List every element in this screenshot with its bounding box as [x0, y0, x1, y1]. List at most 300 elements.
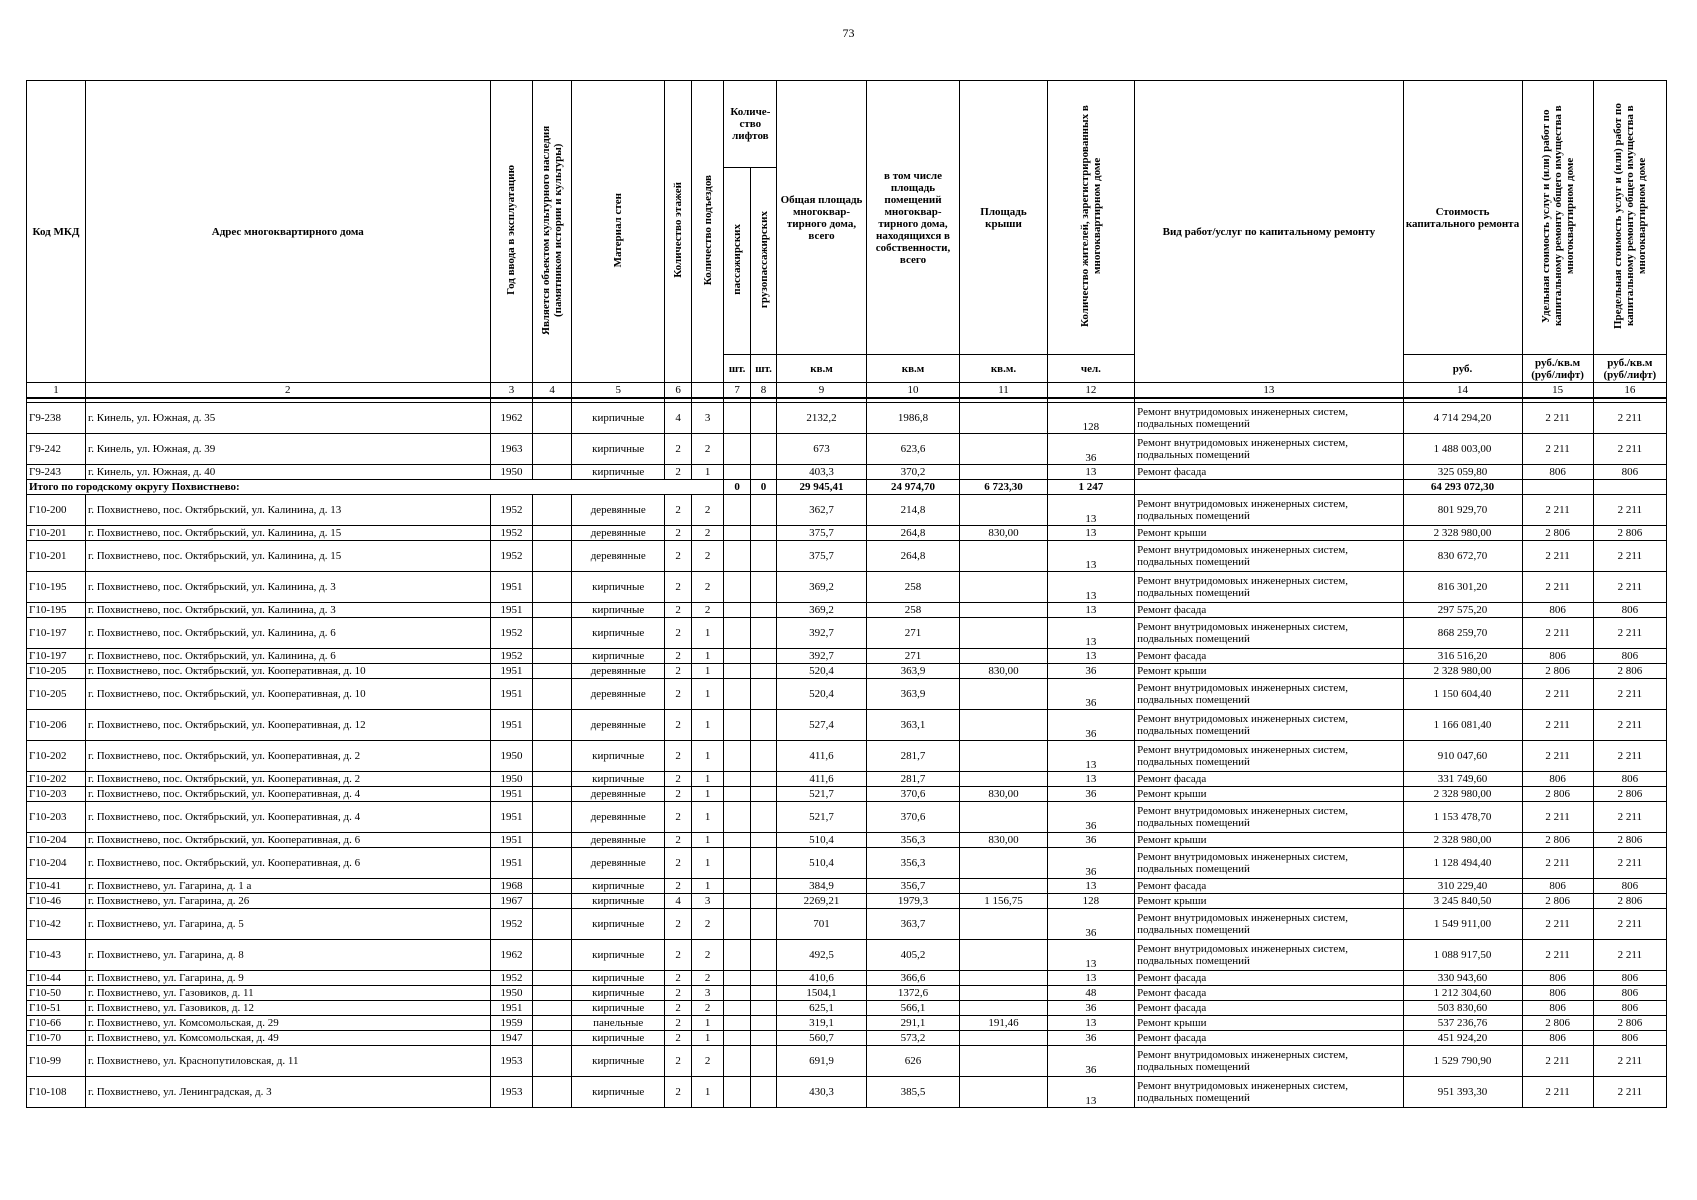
cell-cost: 2 328 980,00	[1403, 664, 1522, 679]
cell-year: 1947	[490, 1031, 533, 1046]
cell-cost: 316 516,20	[1403, 649, 1522, 664]
total-work-type	[1135, 480, 1403, 495]
cell-lifts-passenger	[724, 879, 750, 894]
table-row	[27, 1001, 1667, 1016]
cell-total-area: 510,4	[777, 833, 866, 848]
cell-roof-area	[960, 541, 1047, 572]
cell-lifts-freight	[750, 1016, 776, 1031]
cell-cost: 1 128 494,40	[1403, 848, 1522, 879]
cell-cost: 910 047,60	[1403, 741, 1522, 772]
cell-floors: 2	[665, 1077, 691, 1108]
cell-lifts-passenger	[724, 802, 750, 833]
cell-floors: 2	[665, 833, 691, 848]
cell-lifts-passenger	[724, 465, 750, 480]
column-number: 12	[1047, 383, 1134, 399]
unit-cost: руб.	[1403, 355, 1522, 383]
cell-entrances: 1	[691, 465, 724, 480]
cell-material: кирпичные	[571, 649, 665, 664]
cell-lifts-freight	[750, 618, 776, 649]
table-row	[27, 465, 1667, 480]
cell-code: Г10-51	[27, 1001, 86, 1016]
cell-lifts-passenger	[724, 541, 750, 572]
cell-lifts-passenger	[724, 572, 750, 603]
cell-year: 1951	[490, 664, 533, 679]
page-number: 73	[842, 26, 855, 40]
cell-entrances: 2	[691, 603, 724, 618]
cell-roof-area	[960, 649, 1047, 664]
cell-lifts-passenger	[724, 603, 750, 618]
cell-total-area: 410,6	[777, 971, 866, 986]
cell-residents: 36	[1047, 848, 1134, 879]
cell-year: 1950	[490, 772, 533, 787]
table-row	[27, 710, 1667, 741]
cell-material: панельные	[571, 1016, 665, 1031]
cell-work-type: Ремонт внутридомовых инженерных систем, подвальных помещений	[1135, 940, 1403, 971]
total-row	[27, 480, 1667, 495]
cell-heritage	[533, 894, 572, 909]
total-area: 29 945,41	[777, 480, 866, 495]
cell-address: г. Похвистнево, ул. Комсомольская, д. 29	[85, 1016, 490, 1031]
cell-entrances: 3	[691, 986, 724, 1001]
cell-owned-area: 573,2	[866, 1031, 960, 1046]
cell-heritage	[533, 434, 572, 465]
header-work-type: Вид работ/услуг по капитальному ремонту	[1135, 81, 1403, 383]
cell-work-type: Ремонт фасада	[1135, 971, 1403, 986]
cell-address: г. Похвистнево, пос. Октябрьский, ул. Кооперативная, д. 4	[85, 787, 490, 802]
unit-roof-area: кв.м.	[960, 355, 1047, 383]
cell-residents: 36	[1047, 664, 1134, 679]
column-number: 16	[1593, 383, 1666, 399]
cell-floors: 2	[665, 649, 691, 664]
cell-lifts-freight	[750, 894, 776, 909]
cell-code: Г10-108	[27, 1077, 86, 1108]
cell-unit-cost: 806	[1522, 649, 1593, 664]
cell-max-cost: 2 211	[1593, 940, 1666, 971]
cell-lifts-passenger	[724, 772, 750, 787]
cell-material: кирпичные	[571, 1031, 665, 1046]
header-address: Адрес многоквартирного дома	[85, 81, 490, 383]
cell-year: 1967	[490, 894, 533, 909]
cell-owned-area: 370,6	[866, 802, 960, 833]
column-number: 9	[777, 383, 866, 399]
cell-year: 1951	[490, 710, 533, 741]
cell-cost: 1 088 917,50	[1403, 940, 1522, 971]
cell-cost: 451 924,20	[1403, 1031, 1522, 1046]
cell-residents: 13	[1047, 741, 1134, 772]
cell-total-area: 392,7	[777, 649, 866, 664]
total-max-cost	[1593, 480, 1666, 495]
cell-year: 1951	[490, 848, 533, 879]
cell-entrances: 1	[691, 618, 724, 649]
cell-roof-area	[960, 1077, 1047, 1108]
cell-work-type: Ремонт крыши	[1135, 1016, 1403, 1031]
cell-floors: 2	[665, 848, 691, 879]
cell-heritage	[533, 495, 572, 526]
cell-material: деревянные	[571, 495, 665, 526]
cell-cost: 3 245 840,50	[1403, 894, 1522, 909]
cell-roof-area: 830,00	[960, 833, 1047, 848]
cell-lifts-freight	[750, 679, 776, 710]
cell-material: кирпичные	[571, 434, 665, 465]
cell-unit-cost: 806	[1522, 986, 1593, 1001]
table-row	[27, 679, 1667, 710]
cell-year: 1950	[490, 986, 533, 1001]
cell-lifts-passenger	[724, 787, 750, 802]
cell-code: Г10-195	[27, 603, 86, 618]
cell-max-cost: 806	[1593, 1001, 1666, 1016]
cell-work-type: Ремонт внутридомовых инженерных систем, подвальных помещений	[1135, 618, 1403, 649]
cell-lifts-passenger	[724, 848, 750, 879]
cell-total-area: 701	[777, 909, 866, 940]
cell-lifts-freight	[750, 772, 776, 787]
cell-residents: 36	[1047, 909, 1134, 940]
cell-max-cost: 2 211	[1593, 618, 1666, 649]
unit-lifts-passenger: шт.	[724, 355, 750, 383]
cell-heritage	[533, 710, 572, 741]
cell-floors: 2	[665, 710, 691, 741]
unit-total-area: кв.м	[777, 355, 866, 383]
cell-year: 1962	[490, 403, 533, 434]
cell-year: 1951	[490, 833, 533, 848]
cell-code: Г9-242	[27, 434, 86, 465]
cell-code: Г10-197	[27, 618, 86, 649]
cell-work-type: Ремонт крыши	[1135, 526, 1403, 541]
cell-heritage	[533, 541, 572, 572]
cell-code: Г10-99	[27, 1046, 86, 1077]
cell-code: Г10-200	[27, 495, 86, 526]
table-row	[27, 649, 1667, 664]
cell-entrances: 1	[691, 741, 724, 772]
cell-floors: 2	[665, 787, 691, 802]
table-row	[27, 1046, 1667, 1077]
cell-total-area: 375,7	[777, 526, 866, 541]
cell-code: Г10-201	[27, 526, 86, 541]
cell-max-cost: 806	[1593, 986, 1666, 1001]
total-roof-area: 6 723,30	[960, 480, 1047, 495]
table-row	[27, 848, 1667, 879]
cell-roof-area	[960, 679, 1047, 710]
table-row	[27, 833, 1667, 848]
cell-address: г. Кинель, ул. Южная, д. 39	[85, 434, 490, 465]
cell-floors: 2	[665, 572, 691, 603]
cell-year: 1952	[490, 909, 533, 940]
unit-lifts-freight: шт.	[750, 355, 776, 383]
cell-unit-cost: 2 806	[1522, 787, 1593, 802]
cell-total-area: 510,4	[777, 848, 866, 879]
cell-residents: 36	[1047, 710, 1134, 741]
cell-entrances: 2	[691, 1046, 724, 1077]
table-row	[27, 618, 1667, 649]
cell-roof-area	[960, 603, 1047, 618]
cell-heritage	[533, 618, 572, 649]
column-number: 5	[571, 383, 665, 399]
cell-unit-cost: 806	[1522, 971, 1593, 986]
cell-year: 1951	[490, 603, 533, 618]
cell-heritage	[533, 1046, 572, 1077]
header-total-area: Общая площадь многоквар-тирного дома, всего	[777, 81, 866, 355]
cell-lifts-freight	[750, 572, 776, 603]
cell-floors: 2	[665, 1031, 691, 1046]
cell-owned-area: 363,9	[866, 664, 960, 679]
total-unit-cost	[1522, 480, 1593, 495]
cell-year: 1951	[490, 1001, 533, 1016]
cell-heritage	[533, 465, 572, 480]
total-lifts-passenger: 0	[724, 480, 750, 495]
cell-floors: 2	[665, 679, 691, 710]
cell-max-cost: 806	[1593, 603, 1666, 618]
cell-owned-area: 623,6	[866, 434, 960, 465]
cell-lifts-passenger	[724, 649, 750, 664]
cell-total-area: 369,2	[777, 603, 866, 618]
cell-code: Г10-201	[27, 541, 86, 572]
cell-owned-area: 264,8	[866, 541, 960, 572]
cell-lifts-freight	[750, 1077, 776, 1108]
cell-roof-area	[960, 1001, 1047, 1016]
cell-code: Г10-204	[27, 833, 86, 848]
cell-residents: 36	[1047, 802, 1134, 833]
capital-repair-table	[26, 80, 1667, 1108]
cell-cost: 1 488 003,00	[1403, 434, 1522, 465]
cell-roof-area	[960, 572, 1047, 603]
cell-residents: 128	[1047, 403, 1134, 434]
cell-address: г. Похвистнево, пос. Октябрьский, ул. Кооперативная, д. 12	[85, 710, 490, 741]
cell-material: кирпичные	[571, 403, 665, 434]
cell-work-type: Ремонт внутридомовых инженерных систем, подвальных помещений	[1135, 802, 1403, 833]
cell-heritage	[533, 848, 572, 879]
cell-work-type: Ремонт внутридомовых инженерных систем, подвальных помещений	[1135, 495, 1403, 526]
cell-address: г. Кинель, ул. Южная, д. 35	[85, 403, 490, 434]
cell-work-type: Ремонт внутридомовых инженерных систем, подвальных помещений	[1135, 572, 1403, 603]
column-number: 15	[1522, 383, 1593, 399]
cell-heritage	[533, 572, 572, 603]
cell-heritage	[533, 664, 572, 679]
cell-unit-cost: 2 211	[1522, 434, 1593, 465]
cell-code: Г10-202	[27, 741, 86, 772]
cell-floors: 2	[665, 971, 691, 986]
cell-owned-area: 626	[866, 1046, 960, 1077]
cell-floors: 2	[665, 526, 691, 541]
cell-lifts-freight	[750, 787, 776, 802]
cell-max-cost: 2 211	[1593, 495, 1666, 526]
cell-lifts-passenger	[724, 495, 750, 526]
cell-code: Г10-66	[27, 1016, 86, 1031]
cell-residents: 13	[1047, 1077, 1134, 1108]
cell-lifts-freight	[750, 649, 776, 664]
cell-cost: 331 749,60	[1403, 772, 1522, 787]
cell-year: 1951	[490, 679, 533, 710]
cell-floors: 2	[665, 772, 691, 787]
cell-max-cost: 2 211	[1593, 710, 1666, 741]
cell-total-area: 521,7	[777, 787, 866, 802]
cell-material: деревянные	[571, 664, 665, 679]
table-row	[27, 940, 1667, 971]
cell-heritage	[533, 403, 572, 434]
cell-owned-area: 264,8	[866, 526, 960, 541]
cell-owned-area: 271	[866, 618, 960, 649]
table-row	[27, 664, 1667, 679]
cell-unit-cost: 2 806	[1522, 664, 1593, 679]
cell-total-area: 362,7	[777, 495, 866, 526]
cell-heritage	[533, 649, 572, 664]
table-row	[27, 495, 1667, 526]
cell-year: 1952	[490, 971, 533, 986]
cell-unit-cost: 2 211	[1522, 909, 1593, 940]
cell-year: 1950	[490, 465, 533, 480]
cell-material: деревянные	[571, 848, 665, 879]
cell-max-cost: 2 211	[1593, 802, 1666, 833]
cell-code: Г10-41	[27, 879, 86, 894]
cell-code: Г10-46	[27, 894, 86, 909]
cell-cost: 1 166 081,40	[1403, 710, 1522, 741]
cell-unit-cost: 2 211	[1522, 1046, 1593, 1077]
cell-heritage	[533, 971, 572, 986]
cell-work-type: Ремонт внутридомовых инженерных систем, подвальных помещений	[1135, 434, 1403, 465]
cell-entrances: 1	[691, 772, 724, 787]
table-body	[27, 403, 1667, 1108]
cell-heritage	[533, 1016, 572, 1031]
cell-address: г. Похвистнево, ул. Гагарина, д. 1 а	[85, 879, 490, 894]
cell-lifts-passenger	[724, 909, 750, 940]
cell-heritage	[533, 1031, 572, 1046]
cell-lifts-passenger	[724, 679, 750, 710]
header-floors: Количество этажей	[665, 81, 691, 383]
cell-address: г. Похвистнево, пос. Октябрьский, ул. Калинина, д. 3	[85, 572, 490, 603]
cell-floors: 2	[665, 741, 691, 772]
cell-address: г. Похвистнево, пос. Октябрьский, ул. Кооперативная, д. 6	[85, 833, 490, 848]
cell-code: Г10-203	[27, 787, 86, 802]
cell-year: 1953	[490, 1046, 533, 1077]
cell-total-area: 691,9	[777, 1046, 866, 1077]
cell-total-area: 369,2	[777, 572, 866, 603]
header-unit-cost: Удельная стоимость услуг и (или) работ по капитальному ремонту общего имущества в многоквартирном доме	[1522, 81, 1593, 355]
cell-entrances: 2	[691, 971, 724, 986]
cell-lifts-passenger	[724, 940, 750, 971]
header-year: Год ввода в эксплуатацию	[490, 81, 533, 383]
cell-roof-area	[960, 618, 1047, 649]
cell-work-type: Ремонт крыши	[1135, 787, 1403, 802]
cell-year: 1959	[490, 1016, 533, 1031]
cell-lifts-freight	[750, 879, 776, 894]
cell-code: Г10-202	[27, 772, 86, 787]
cell-unit-cost: 806	[1522, 465, 1593, 480]
cell-material: кирпичные	[571, 971, 665, 986]
cell-unit-cost: 2 211	[1522, 710, 1593, 741]
cell-owned-area: 370,2	[866, 465, 960, 480]
cell-floors: 2	[665, 541, 691, 572]
cell-owned-area: 1372,6	[866, 986, 960, 1001]
cell-unit-cost: 2 211	[1522, 802, 1593, 833]
cell-work-type: Ремонт фасада	[1135, 1031, 1403, 1046]
cell-unit-cost: 806	[1522, 772, 1593, 787]
cell-address: г. Похвистнево, ул. Газовиков, д. 12	[85, 1001, 490, 1016]
table-row	[27, 909, 1667, 940]
cell-total-area: 1504,1	[777, 986, 866, 1001]
cell-floors: 2	[665, 802, 691, 833]
cell-total-area: 521,7	[777, 802, 866, 833]
cell-max-cost: 806	[1593, 971, 1666, 986]
cell-entrances: 1	[691, 1031, 724, 1046]
cell-lifts-freight	[750, 848, 776, 879]
table-row	[27, 772, 1667, 787]
cell-roof-area	[960, 403, 1047, 434]
cell-entrances: 1	[691, 1016, 724, 1031]
cell-material: кирпичные	[571, 879, 665, 894]
cell-heritage	[533, 833, 572, 848]
cell-roof-area	[960, 802, 1047, 833]
cell-owned-area: 405,2	[866, 940, 960, 971]
cell-code: Г10-206	[27, 710, 86, 741]
cell-max-cost: 2 211	[1593, 679, 1666, 710]
cell-total-area: 673	[777, 434, 866, 465]
cell-owned-area: 258	[866, 603, 960, 618]
cell-address: г. Похвистнево, пос. Октябрьский, ул. Кооперативная, д. 4	[85, 802, 490, 833]
cell-cost: 2 328 980,00	[1403, 787, 1522, 802]
cell-work-type: Ремонт фасада	[1135, 879, 1403, 894]
column-number: 6	[665, 383, 691, 399]
cell-roof-area: 191,46	[960, 1016, 1047, 1031]
column-number: 14	[1403, 383, 1522, 399]
cell-lifts-freight	[750, 940, 776, 971]
cell-unit-cost: 2 211	[1522, 1077, 1593, 1108]
cell-lifts-passenger	[724, 833, 750, 848]
cell-code: Г10-203	[27, 802, 86, 833]
cell-entrances: 2	[691, 526, 724, 541]
cell-heritage	[533, 787, 572, 802]
cell-heritage	[533, 772, 572, 787]
column-number: 11	[960, 383, 1047, 399]
cell-work-type: Ремонт внутридомовых инженерных систем, подвальных помещений	[1135, 679, 1403, 710]
cell-work-type: Ремонт внутридомовых инженерных систем, подвальных помещений	[1135, 741, 1403, 772]
cell-floors: 2	[665, 879, 691, 894]
cell-residents: 13	[1047, 971, 1134, 986]
header-lifts-freight: грузопассажирских	[750, 167, 776, 354]
cell-unit-cost: 2 211	[1522, 495, 1593, 526]
cell-lifts-passenger	[724, 1016, 750, 1031]
cell-code: Г9-243	[27, 465, 86, 480]
cell-residents: 128	[1047, 894, 1134, 909]
cell-max-cost: 2 211	[1593, 848, 1666, 879]
cell-lifts-freight	[750, 526, 776, 541]
cell-floors: 2	[665, 1001, 691, 1016]
cell-roof-area	[960, 879, 1047, 894]
cell-max-cost: 2 211	[1593, 1046, 1666, 1077]
cell-cost: 1 212 304,60	[1403, 986, 1522, 1001]
cell-owned-area: 281,7	[866, 772, 960, 787]
cell-address: г. Похвистнево, пос. Октябрьский, ул. Калинина, д. 6	[85, 618, 490, 649]
cell-work-type: Ремонт фасада	[1135, 465, 1403, 480]
cell-material: кирпичные	[571, 618, 665, 649]
cell-max-cost: 2 806	[1593, 833, 1666, 848]
cell-address: г. Похвистнево, ул. Газовиков, д. 11	[85, 986, 490, 1001]
cell-lifts-freight	[750, 603, 776, 618]
cell-floors: 2	[665, 940, 691, 971]
cell-work-type: Ремонт внутридомовых инженерных систем, подвальных помещений	[1135, 909, 1403, 940]
table-row	[27, 526, 1667, 541]
cell-year: 1963	[490, 434, 533, 465]
cell-max-cost: 2 211	[1593, 403, 1666, 434]
cell-roof-area	[960, 495, 1047, 526]
cell-lifts-freight	[750, 465, 776, 480]
cell-owned-area: 366,6	[866, 971, 960, 986]
cell-residents: 48	[1047, 986, 1134, 1001]
cell-unit-cost: 2 211	[1522, 403, 1593, 434]
cell-material: кирпичные	[571, 894, 665, 909]
cell-cost: 816 301,20	[1403, 572, 1522, 603]
cell-material: кирпичные	[571, 741, 665, 772]
column-number: 2	[85, 383, 490, 399]
cell-residents: 13	[1047, 1016, 1134, 1031]
cell-roof-area	[960, 465, 1047, 480]
